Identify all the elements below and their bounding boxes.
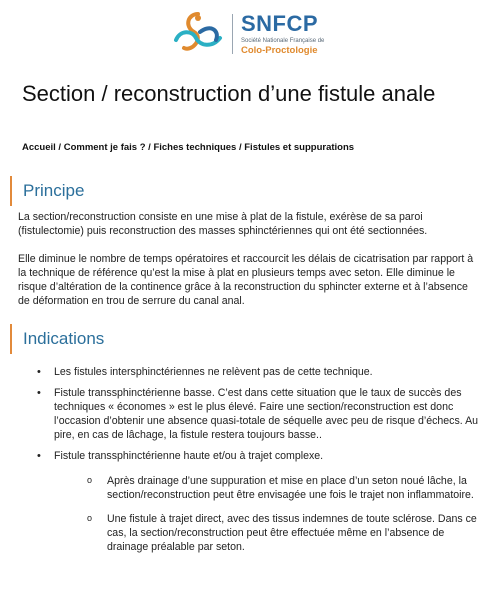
- section-accent-bar: [10, 176, 12, 206]
- breadcrumb[interactable]: Accueil / Comment je fais ? / Fiches techniques / Fistules et suppurations: [22, 142, 355, 153]
- logo-mark-icon: [170, 8, 226, 60]
- sub-list-item: o Après drainage d’une suppuration et mise en place d’un seton noué lâche, la section/reconstruction peut être envisagée une fois le trajet non inflammatoire.: [71, 474, 482, 502]
- indications-list: [18, 365, 482, 564]
- list-item: • Les fistules intersphinctériennes ne relèvent pas de cette technique.: [18, 365, 482, 379]
- section-principe-title: Principe: [23, 181, 85, 200]
- list-item: [18, 449, 482, 554]
- section-indications-header: [10, 324, 480, 354]
- snfcp-logo[interactable]: [170, 8, 324, 60]
- brand-subtitle-2: Colo-Proctologie: [241, 44, 318, 56]
- brand-name: SNFCP: [241, 10, 319, 36]
- list-item: • Fistule transsphinctérienne basse. C’est dans cette situation que le taux de succès des techniques « économes » est le plus élevé. Faire une section/reconstruction est donc l’occasion d’obtenir une absence quasi-totale de séquelle avec peu de risque d’échecs. Au pire, en cas de lâchage, la fistule restera toujours basse..: [18, 386, 482, 442]
- section-accent-bar: [10, 324, 12, 354]
- logo-divider: [232, 14, 233, 54]
- principe-paragraph-1: La section/reconstruction consiste en une mise à plat de la fistule, exérèse de sa paroi (fistulectomie) puis reconstruction des masses sphinctériennes qui ont été sectionnées.: [18, 211, 428, 237]
- section-principe-header: [10, 176, 480, 206]
- indications-sublist: [54, 474, 482, 554]
- page-title: Section / reconstruction d’une fistule anale: [22, 81, 436, 106]
- principe-paragraph-2: Elle diminue le nombre de temps opératoires et raccourcit les délais de cicatrisation par rapport à la technique de référence qu’est la mise à plat en plusieurs temps avec seton. Elle diminue le risque d’altération de la continence grâce à la reconstruction du sphincter externe et à l’absence de déformation en trou de serrure du canal anal.: [18, 253, 474, 307]
- brand-subtitle-1: Société Nationale Française de: [241, 37, 325, 44]
- logo-text: [241, 10, 325, 56]
- sub-list-item: o Une fistule à trajet direct, avec des tissus indemnes de toute sclérose. Dans ce cas, la section/reconstruction peut être effectuée même en l’absence de drainage préalable par seton.: [71, 512, 482, 554]
- list-item-text: Fistule transsphinctérienne haute et/ou à trajet complexe.: [54, 450, 324, 462]
- section-indications-title: Indications: [23, 329, 105, 348]
